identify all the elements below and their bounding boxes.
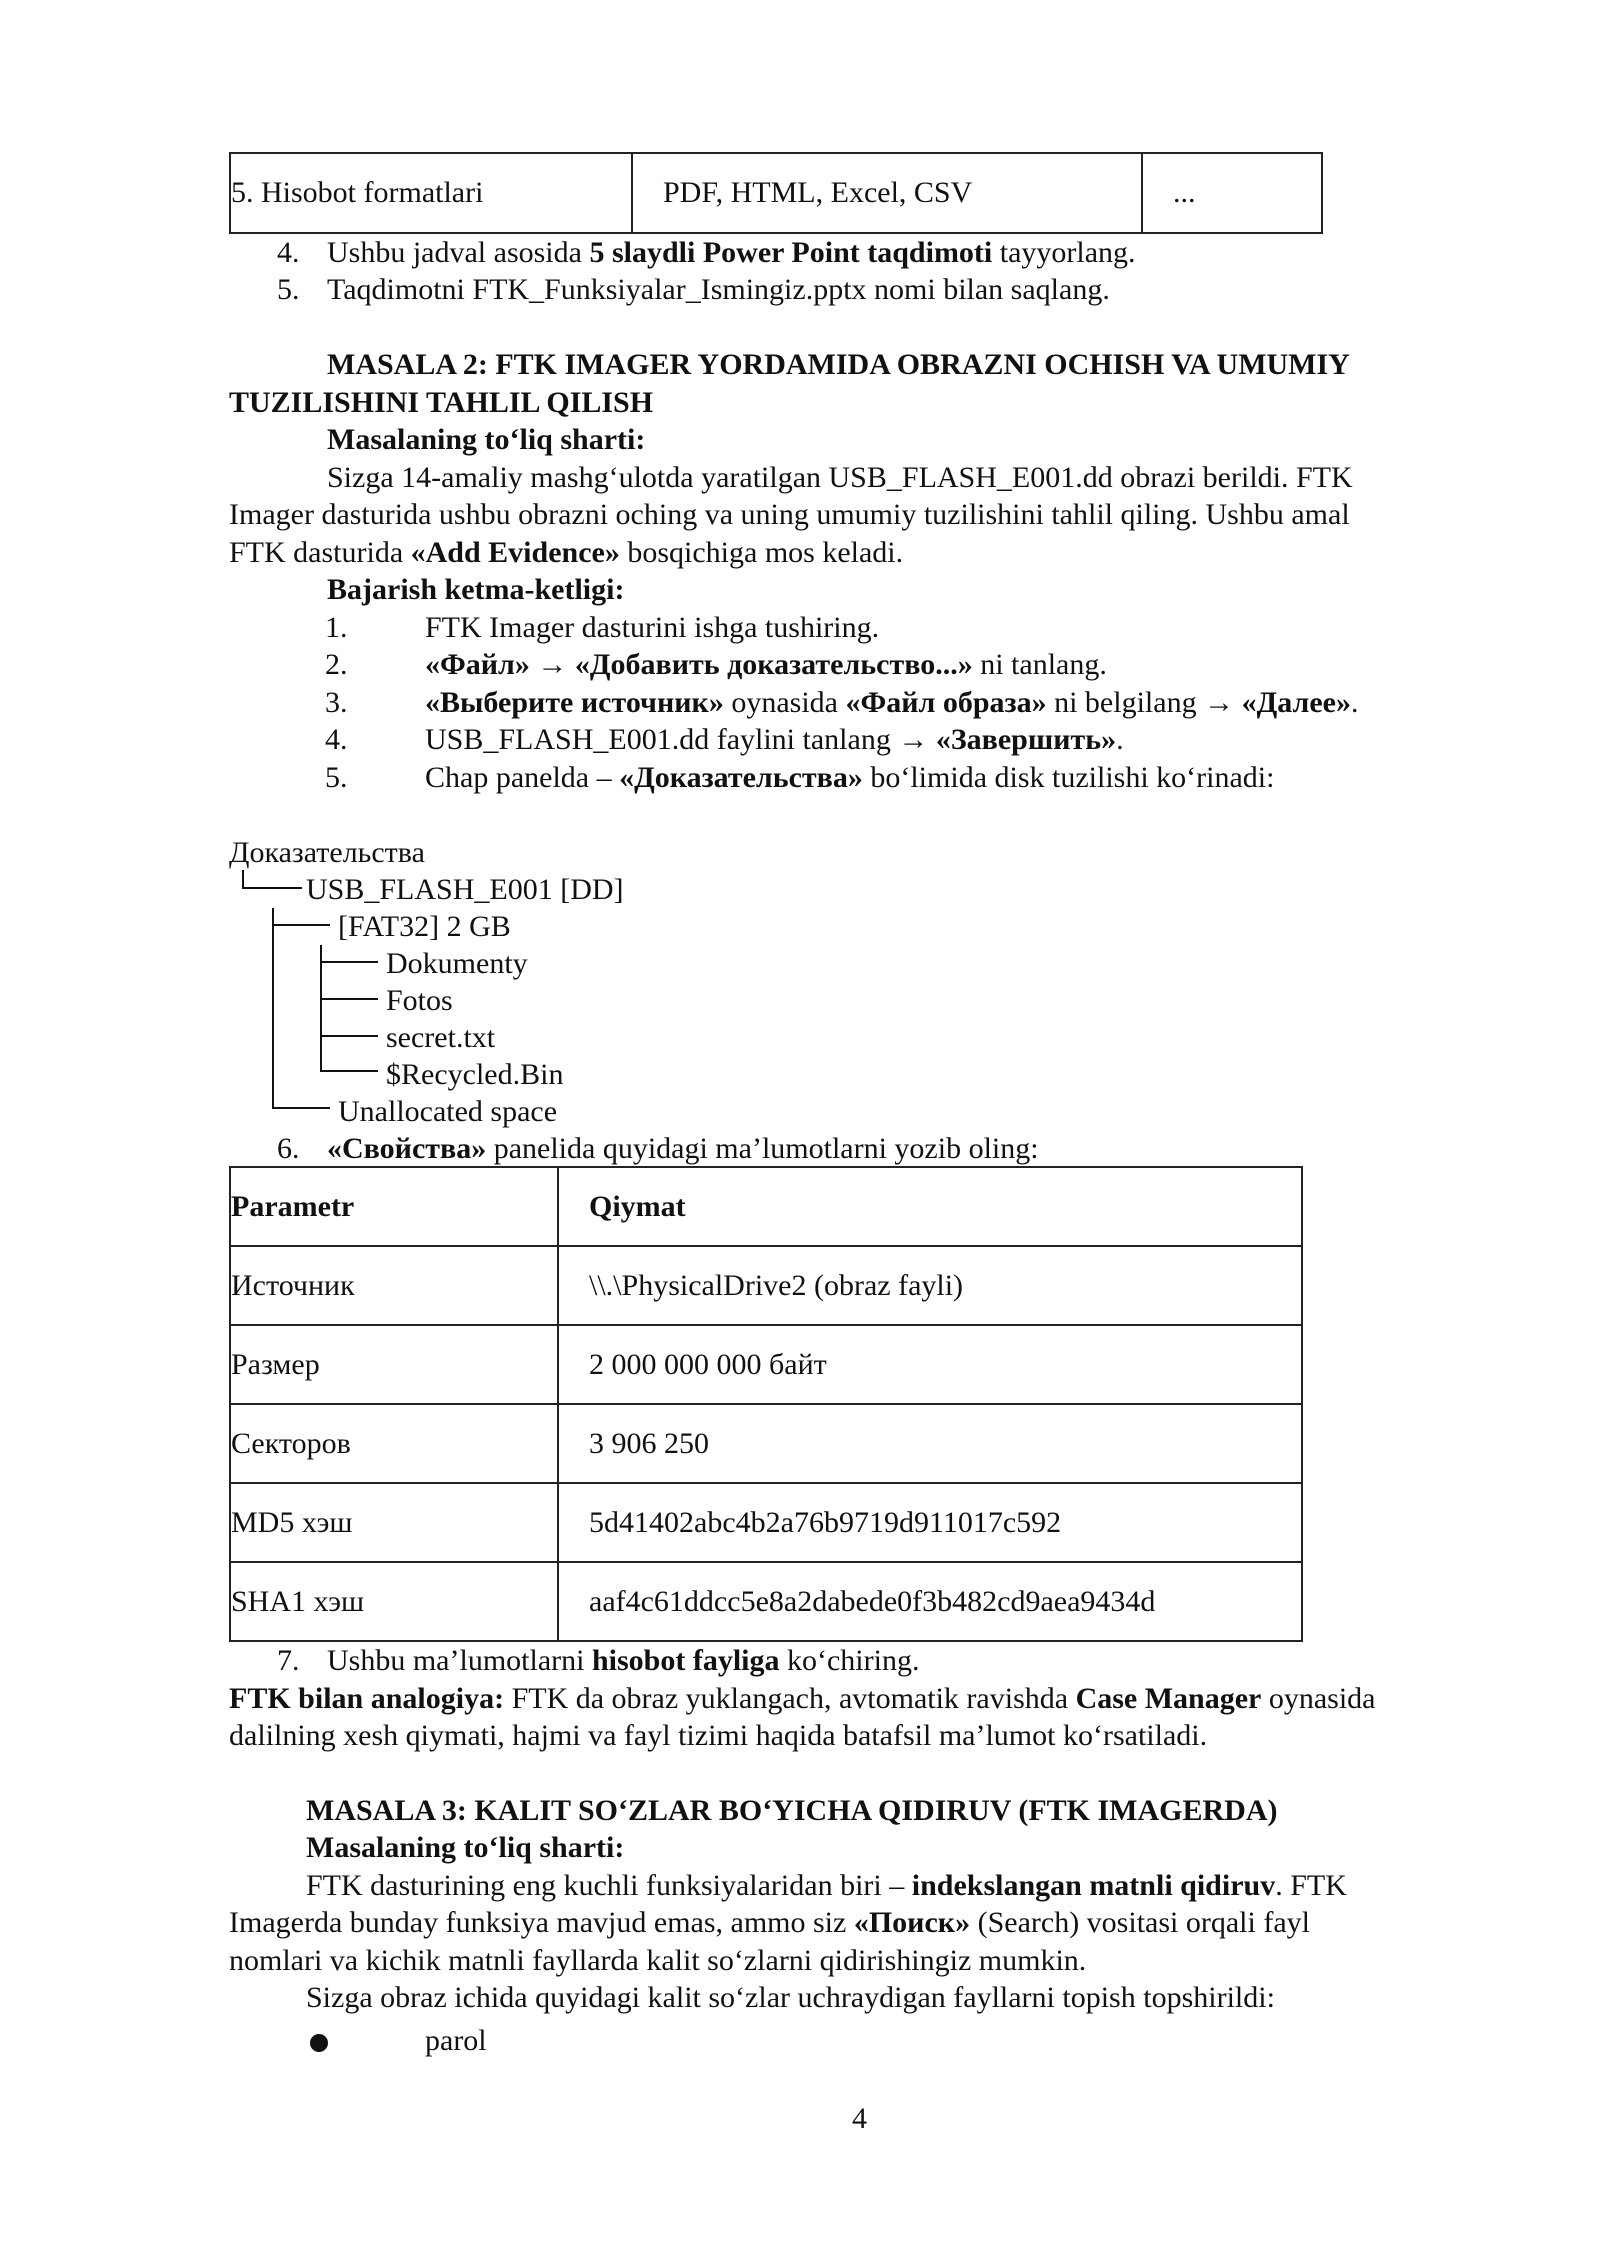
table-cell: Секторов: [230, 1404, 558, 1483]
table-header-row: [230, 1167, 1302, 1246]
tree-node-partition: [FAT32] 2 GB: [338, 910, 511, 943]
table-cell: MD5 хэш: [230, 1483, 558, 1562]
tree-node-item: $Recycled.Bin: [386, 1058, 564, 1091]
step-number: 5.: [325, 761, 348, 794]
properties-table: [229, 1166, 1303, 1642]
section-title: MASALA 3: KALIT SO‘ZLAR BO‘YICHA QIDIRUV (FTK IMAGERDA): [306, 1794, 1278, 1827]
table-row: [230, 1562, 1302, 1641]
table-header-cell: Parametr: [230, 1167, 558, 1246]
formats-table: [229, 152, 1323, 234]
condition-heading: Masalaning to‘liq sharti:: [306, 1831, 625, 1864]
list-item: 4.: [277, 236, 300, 269]
table-row: [230, 1483, 1302, 1562]
step-text: USB_FLASH_E001.dd faylini tanlang → «Завершить».: [425, 723, 1124, 756]
condition-heading: Masalaning to‘liq sharti:: [327, 423, 646, 456]
analogy-line: FTK bilan analogiya: FTK da obraz yuklangach, avtomatik ravishda Case Manager oynasida: [229, 1682, 1376, 1715]
paragraph-line: Imager dasturida ushbu obrazni oching va uning umumiy tuzilishini tahlil qiling. Ushbu amal: [229, 498, 1350, 531]
page-number: 4: [852, 2102, 867, 2135]
table-cell: PDF, HTML, Excel, CSV: [632, 153, 1142, 233]
analogy-line: dalilning xesh qiymati, hajmi va fayl tizimi haqida batafsil ma’lumot ko‘rsatiladi.: [229, 1719, 1208, 1752]
paragraph-line: Sizga 14-amaliy mashg‘ulotda yaratilgan USB_FLASH_E001.dd obrazi berildi. FTK: [327, 461, 1353, 494]
table-cell: 5. Hisobot formatlari: [230, 153, 632, 233]
table-cell: \\.\PhysicalDrive2 (obraz fayli): [558, 1246, 1302, 1325]
paragraph-line: nomlari va kichik matnli fayllarda kalit so‘zlarni qidirishingiz mumkin.: [229, 1944, 1087, 1977]
list-item-text: Taqdimotni FTK_Funksiyalar_Ismingiz.pptx nomi bilan saqlang.: [327, 273, 1110, 306]
step-text: Ushbu ma’lumotlarni hisobot fayliga ko‘chiring.: [327, 1644, 920, 1677]
step-text: «Свойства» panelida quyidagi ma’lumotlarni yozib oling:: [327, 1132, 1039, 1165]
table-cell: Источник: [230, 1246, 558, 1325]
tree-node-unallocated: Unallocated space: [338, 1095, 558, 1128]
step-text: «Выберите источник» oynasida «Файл образа» ni belgilang → «Далее».: [425, 686, 1359, 719]
tree-node-image: USB_FLASH_E001 [DD]: [306, 873, 624, 906]
list-item: parol: [425, 2024, 487, 2057]
bullet-icon: [310, 2034, 328, 2052]
table-cell: SHA1 хэш: [230, 1562, 558, 1641]
tree-node-item: secret.txt: [386, 1021, 496, 1054]
tree-node-item: Dokumenty: [386, 947, 528, 980]
step-text: FTK Imager dasturini ishga tushiring.: [425, 611, 880, 644]
step-number: 6.: [277, 1132, 300, 1165]
step-number: 3.: [325, 686, 348, 719]
table-row: [230, 1246, 1302, 1325]
table-row: [230, 153, 1322, 233]
table-cell: Размер: [230, 1325, 558, 1404]
section-title: MASALA 2: FTK IMAGER YORDAMIDA OBRAZNI OCHISH VA UMUMIY: [327, 348, 1350, 381]
table-header-cell: Qiymat: [558, 1167, 1302, 1246]
table-cell: 5d41402abc4b2a76b9719d911017c592: [558, 1483, 1302, 1562]
paragraph-line: Imagerda bunday funksiya mavjud emas, ammo siz «Поиск» (Search) vositasi orqali fayl: [229, 1906, 1310, 1939]
list-item-text: Ushbu jadval asosida 5 slaydli Power Point taqdimoti tayyorlang.: [327, 236, 1136, 269]
table-cell: 2 000 000 000 байт: [558, 1325, 1302, 1404]
table-cell: 3 906 250: [558, 1404, 1302, 1483]
table-row: [230, 1325, 1302, 1404]
step-number: 1.: [325, 611, 348, 644]
table-row: [230, 1404, 1302, 1483]
step-number: 7.: [277, 1644, 300, 1677]
steps-heading: Bajarish ketma-ketligi:: [327, 573, 625, 606]
step-number: 4.: [325, 723, 348, 756]
paragraph-line: FTK dasturida «Add Evidence» bosqichiga mos keladi.: [229, 536, 904, 569]
table-cell: aaf4c61ddcc5e8a2dabede0f3b482cd9aea9434d: [558, 1562, 1302, 1641]
paragraph-line: FTK dasturining eng kuchli funksiyalaridan biri – indekslangan matnli qidiruv. FTK: [306, 1869, 1347, 1902]
paragraph-line: Sizga obraz ichida quyidagi kalit so‘zlar uchraydigan fayllarni topish topshirildi:: [306, 1981, 1275, 2014]
table-cell: ...: [1142, 153, 1322, 233]
section-title-cont: TUZILISHINI TAHLIL QILISH: [229, 386, 654, 419]
tree-root: Доказательства: [229, 836, 425, 869]
tree-node-item: Fotos: [386, 984, 453, 1017]
step-number: 2.: [325, 648, 348, 681]
step-text: Chap panelda – «Доказательства» bo‘limida disk tuzilishi ko‘rinadi:: [425, 761, 1275, 794]
step-text: «Файл» → «Добавить доказательство...» ni tanlang.: [425, 648, 1107, 681]
list-item: 5.: [277, 273, 300, 306]
